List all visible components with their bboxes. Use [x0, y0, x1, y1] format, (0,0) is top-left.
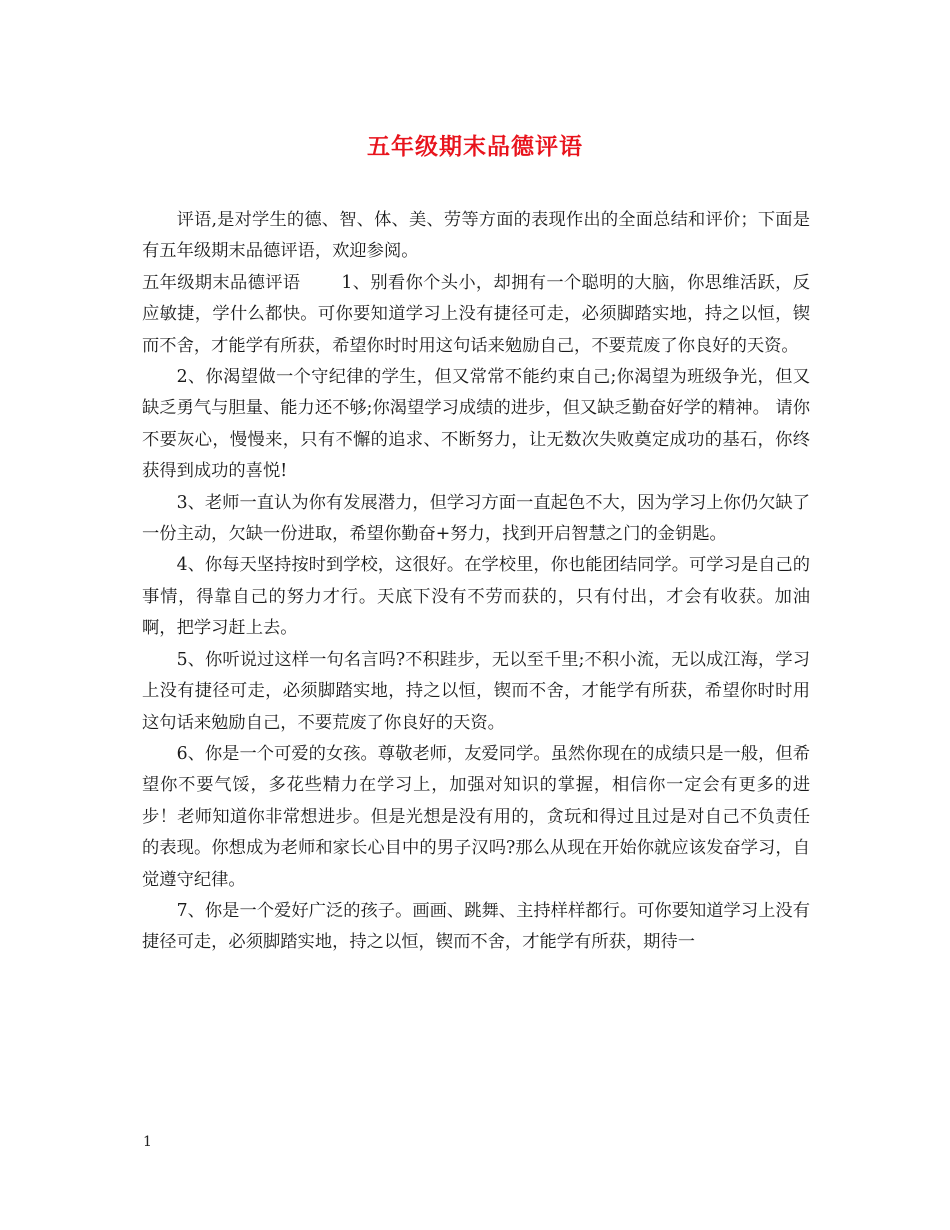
comment-paragraph-1: 五年级期末品德评语 1、别看你个头小，却拥有一个聪明的大脑，你思维活跃，反应敏捷，学什么都快。可你要知道学习上没有捷径可走，必须脚踏实地，持之以恒，锲而不舍，才能学有所获，希望你时时用这句话来勉励自己，不要荒废了你良好的天资。	[142, 272, 810, 356]
comment-paragraph-6: 6、你是一个可爱的女孩。尊敬老师，友爱同学。虽然你现在的成绩只是一般，但希望你不要气馁，多花些精力在学习上，加强对知识的掌握，相信你一定会有更多的进步！老师知道你非常想进步。但是光想是没有用的，贪玩和得过且过是对自己不负责任的表现。你想成为老师和家长心目中的男子汉吗?那么从现在开始你就应该发奋学习，自觉遵守纪律。	[142, 743, 810, 890]
comment-paragraph-3: 3、老师一直认为你有发展潜力，但学习方面一直起色不大，因为学习上你仍欠缺了一份主动，欠缺一份进取，希望你勤奋+努力，找到开启智慧之门的金钥匙。	[142, 492, 810, 545]
comment-paragraph-7: 7、你是一个爱好广泛的孩子。画画、跳舞、主持样样都行。可你要知道学习上没有捷径可走，必须脚踏实地，持之以恒，锲而不舍，才能学有所获，期待一	[142, 900, 810, 953]
comment-paragraph-2: 2、你渴望做一个守纪律的学生，但又常常不能约束自己;你渴望为班级争光，但又缺乏勇气与胆量、能力还不够;你渴望学习成绩的进步，但又缺乏勤奋好学的精神。 请你不要灰心，慢慢来，只有不懈的追求、不断努力，让无数次失败奠定成功的基石，你终获得到成功的喜悦!	[142, 367, 811, 482]
intro-paragraph: 评语,是对学生的德、智、体、美、劳等方面的表现作出的全面总结和评价；下面是有五年级期末品德评语，欢迎参阅。	[142, 210, 810, 262]
document-title: 五年级期末品德评语	[367, 133, 583, 160]
document-body	[142, 205, 810, 959]
comment-paragraph-5: 5、你听说过这样一句名言吗?不积跬步，无以至千里;不积小流，无以成江海，学习上没有捷径可走，必须脚踏实地，持之以恒，锲而不舍，才能学有所获，希望你时时用这句话来勉励自己，不要荒废了你良好的天资。	[142, 649, 810, 733]
page-number: 1	[143, 1134, 152, 1150]
comment-paragraph-4: 4、你每天坚持按时到学校，这很好。在学校里，你也能团结同学。可学习是自己的事情，得靠自己的努力才行。天底下没有不劳而获的，只有付出，才会有收获。加油啊，把学习赶上去。	[142, 555, 810, 639]
